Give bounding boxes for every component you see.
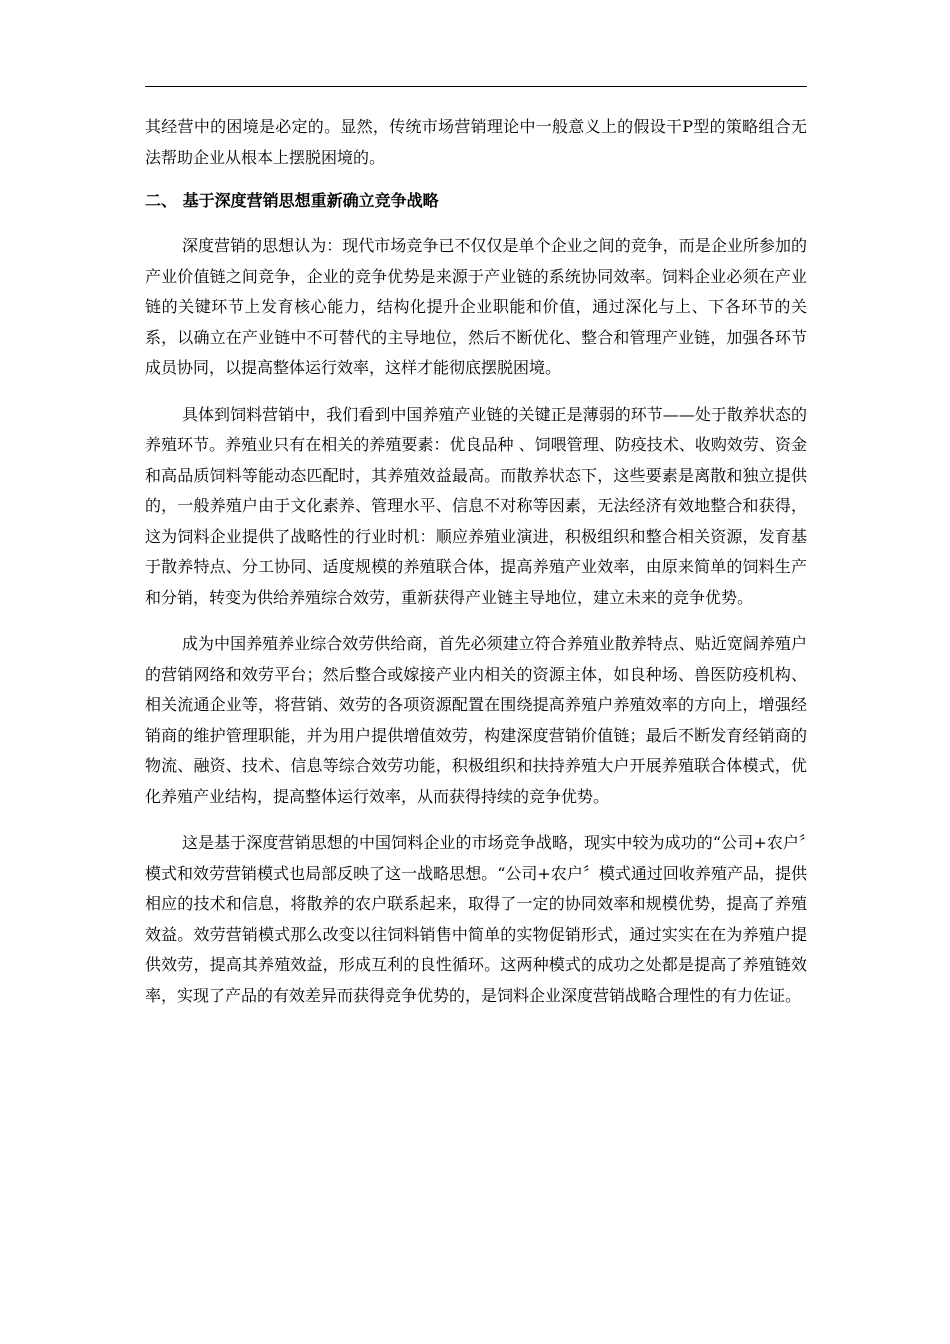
body-paragraph-1: 深度营销的思想认为：现代市场竞争已不仅仅是单个企业之间的竞争，而是企业所参加的产业价值链之间竞争，企业的竞争优势是来源于产业链的系统协同效率。饲料企业必须在产业链的关键环节上发育核心能力，结构化提升企业职能和价值，通过深化与上、下各环节的关系，以确立在产业链中不可替代的主导地位，然后不断优化、整合和管理产业链，加强各环节成员协同，以提高整体运行效率，这样才能彻底摆脱困境。 [145, 236, 807, 377]
document-body [145, 112, 807, 1011]
body-paragraph-4: 这是基于深度营销思想的中国饲料企业的市场竞争战略，现实中较为成功的“公司+农户〞模式和效劳营销模式也局部反映了这一战略思想。“公司+农户〞模式通过回收养殖产品，提供相应的技术和信息，将散养的农户联系起来，取得了一定的协同效率和规模优势，提高了养殖效益。效劳营销模式那么改变以往饲料销售中简单的实物促销形式，通过实实在在为养殖户提供效劳，提高其养殖效益，形成互利的良性循环。这两种模式的成功之处都是提高了养殖链效率，实现了产品的有效差异而获得竞争优势的，是饲料企业深度营销战略合理性的有力佐证。 [145, 833, 807, 1005]
continuation-paragraph: 其经营中的困境是必定的。显然，传统市场营销理论中一般意义上的假设干P型的策略组合无法帮助企业从根本上摆脱困境的。 [145, 117, 807, 167]
header-rule [145, 86, 807, 87]
body-paragraph-3: 成为中国养殖养业综合效劳供给商，首先必须建立符合养殖业散养特点、贴近宽阔养殖户的营销网络和效劳平台；然后整合或嫁接产业内相关的资源主体，如良种场、兽医防疫机构、相关流通企业等，将营销、效劳的各项资源配置在围绕提高养殖户养殖效率的方向上，增强经销商的维护管理职能，并为用户提供增值效劳，构建深度营销价值链；最后不断发育经销商的物流、融资、技术、信息等综合效劳功能，积极组织和扶持养殖大户开展养殖联合体模式，优化养殖产业结构，提高整体运行效率，从而获得持续的竞争优势。 [145, 634, 807, 806]
section-heading: 二、 基于深度营销思想重新确立竞争战略 [145, 191, 439, 210]
body-paragraph-2: 具体到饲料营销中，我们看到中国养殖产业链的关键正是薄弱的环节——处于散养状态的养殖环节。养殖业只有在相关的养殖要素：优良品种 、饲喂管理、防疫技术、收购效劳、资金和高品质饲料等能动态匹配时，其养殖效益最高。而散养状态下，这些要素是离散和独立提供的，一般养殖户由于文化素养、管理水平、信息不对称等因素，无法经济有效地整合和获得，这为饲料企业提供了战略性的行业时机：顺应养殖业演进，积极组织和整合相关资源，发育基于散养特点、分工协同、适度规模的养殖联合体，提高养殖产业效率，由原来简单的饲料生产和分销，转变为供给养殖综合效劳，重新获得产业链主导地位，建立未来的竞争优势。 [145, 404, 807, 607]
